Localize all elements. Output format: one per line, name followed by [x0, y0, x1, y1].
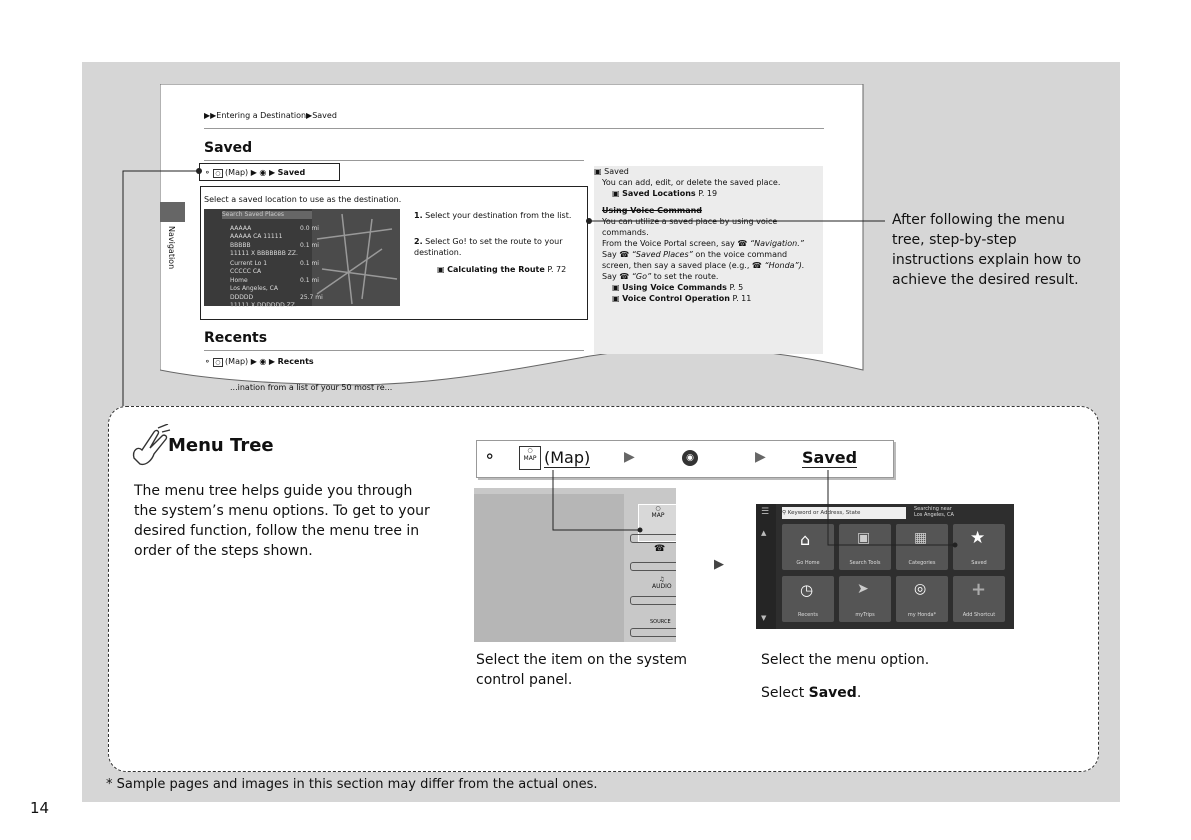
search-input[interactable]: ⚲ Keyword or Address, State: [782, 507, 906, 519]
caption-select-saved: Select Saved.: [761, 685, 862, 701]
list-item[interactable]: DDDDD 11111 X DDDDDD ZZ.: [230, 294, 297, 309]
trips-icon: ➤: [857, 581, 869, 597]
intro-text: Select a saved location to use as the destination.: [204, 195, 402, 204]
callout-text: After following the menu tree, step-by-step instructions explain how to achieve the desired result.: [892, 212, 1082, 288]
page-number: 14: [30, 799, 50, 817]
search-field: Search Saved Places: [222, 211, 312, 219]
map-button[interactable]: ○ MAP: [638, 504, 676, 542]
tile-saved[interactable]: ★ Saved: [953, 524, 1005, 570]
path-map-label: (Map): [544, 448, 591, 467]
search-icon: ◉: [259, 168, 267, 177]
search-tools-icon: ▣: [857, 530, 871, 546]
list-item-distance: 0.1 mi: [300, 242, 319, 249]
list-item[interactable]: Current Lo 1 CCCCC CA: [230, 260, 268, 275]
tile-add-shortcut[interactable]: + Add Shortcut: [953, 576, 1005, 622]
path-arrow-icon: ▶: [624, 449, 635, 465]
path-arrow-icon: ▶: [755, 449, 766, 465]
list-item-distance: 0.0 mi: [300, 225, 319, 232]
list-item[interactable]: BBBBB 11111 X BBBBBBB ZZ.: [230, 242, 298, 257]
tile-categories[interactable]: ▦ Categories: [896, 524, 948, 570]
phone-icon: ☎: [654, 544, 666, 554]
up-arrow-icon[interactable]: ▲: [761, 529, 767, 537]
list-item[interactable]: Home Los Angeles, CA: [230, 277, 278, 292]
tile-go-home[interactable]: ⌂ Go Home: [782, 524, 834, 570]
star-icon: ★: [970, 528, 986, 548]
target-icon: ◎: [914, 581, 927, 597]
voice-icon[interactable]: ⚬: [483, 447, 497, 466]
search-icon[interactable]: ◉: [682, 450, 698, 466]
menu-icon[interactable]: ☰: [761, 507, 770, 517]
caption-menu-option: Select the menu option.: [761, 652, 930, 668]
clock-icon: ◷: [800, 581, 814, 599]
plus-icon: +: [971, 579, 987, 600]
step-2: 2. Select Go! to set the route to your destination.: [414, 237, 563, 257]
map-icon[interactable]: ○ MAP: [519, 446, 541, 470]
note-text: ▣ Saved You can add, edit, or delete the saved place. ▣ Saved Locations P. 19 Using Voice Command You can utilize a saved place by using voice commands. From the Voice Portal screen, say ☎ “Navigation.” Say ☎ “Saved Places” on the voice command screen, then say a saved place (e.g., ☎ “Honda”). Say ☎ “Go” to set the route. ▣ Using Voice Commands P. 5 ▣ Voice Control Operation P. 11: [594, 167, 805, 303]
down-arrow-icon[interactable]: ▼: [761, 614, 767, 622]
voice-icon: ⚬: [204, 168, 211, 177]
caption-control-panel: Select the item on the system control panel.: [476, 652, 688, 688]
tile-mytrips[interactable]: ➤ myTrips: [839, 576, 891, 622]
source-button[interactable]: SOURCE: [650, 619, 671, 625]
step-1: 1. Select your destination from the list.: [414, 211, 572, 220]
tile-my-honda[interactable]: ◎ my Honda*: [896, 576, 948, 622]
map-icon: ○: [215, 170, 221, 177]
audio-button[interactable]: ♫ AUDIO: [652, 576, 672, 590]
menu-tree-title: Menu Tree: [168, 435, 274, 456]
tile-recents[interactable]: ◷ Recents: [782, 576, 834, 622]
recents-path: ⚬ ○ (Map) ▶ ◉ ▶ Recents: [204, 357, 314, 366]
side-tab-label: Navigation: [167, 226, 176, 270]
ref-calculating-route[interactable]: ▣ Calculating the Route P. 72: [437, 265, 567, 274]
path-saved-label: Saved: [802, 448, 858, 467]
heading-saved: Saved: [204, 140, 253, 156]
footnote: * Sample pages and images in this section may differ from the actual ones.: [106, 777, 598, 792]
list-item-distance: 25.7 mi: [300, 294, 323, 301]
heading-recents: Recents: [204, 330, 268, 346]
menu-tree-description: The menu tree helps guide you through the system’s menu options. To get to your desired function, follow the menu tree in order of the steps shown.: [134, 483, 430, 559]
list-item[interactable]: AAAAA AAAAA CA 11111: [230, 225, 283, 240]
list-item-distance: 0.1 mi: [300, 277, 319, 284]
next-arrow-icon: ▶: [714, 557, 724, 572]
list-item-distance: 0.1 mi: [300, 260, 319, 267]
tile-search-tools[interactable]: ▣ Search Tools: [839, 524, 891, 570]
categories-icon: ▦: [914, 530, 928, 546]
recents-partial-text: ...ination from a list of your 50 most re...: [230, 383, 393, 392]
searching-near: Searching near Los Angeles, CA: [914, 506, 954, 518]
breadcrumb: ▶▶Entering a Destination▶Saved: [204, 111, 337, 120]
home-icon: ⌂: [800, 530, 811, 549]
saved-path: ⚬ ○ (Map) ▶ ◉ ▶ Saved: [204, 168, 306, 177]
